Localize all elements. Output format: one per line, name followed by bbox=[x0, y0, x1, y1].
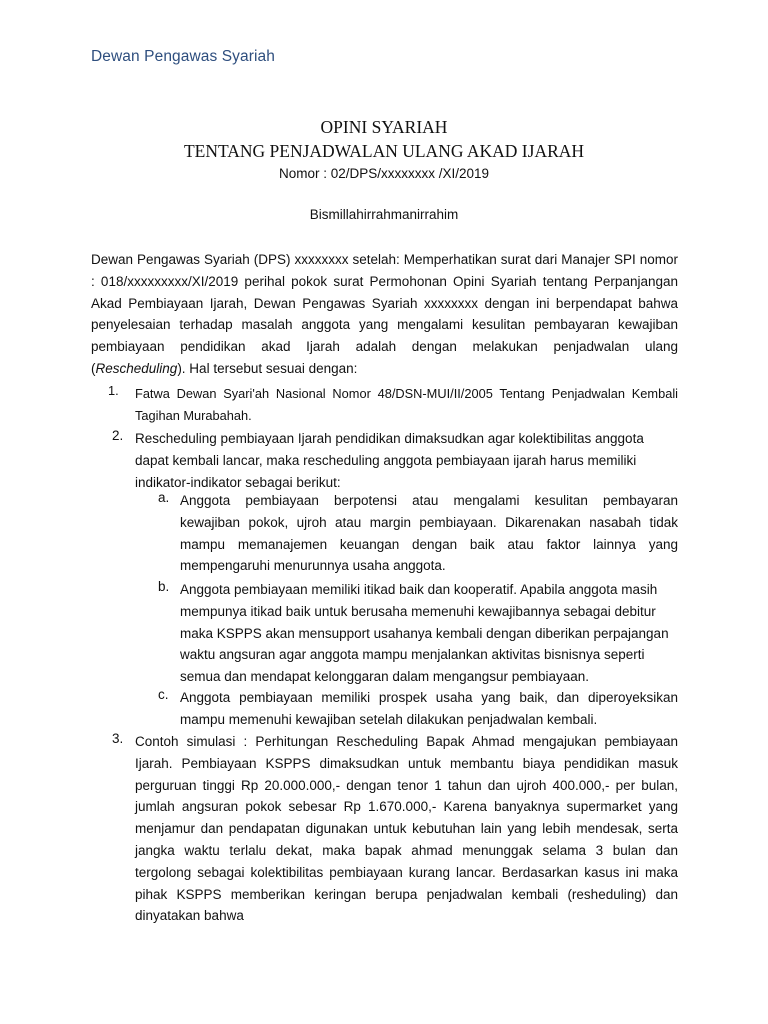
item-line: Fatwa Dewan Syari'ah Nasional Nomor 48/DSN-MUI/II/2005 Tentang Penjadwalan Kembali bbox=[135, 386, 678, 401]
list-item-fatwa bbox=[135, 383, 678, 426]
item-line: indikator-indikator sebagai berikut: bbox=[135, 474, 341, 490]
subitem-line: semua dan mendapat kelonggaran dalam mengangsur pembiayaan. bbox=[180, 669, 590, 685]
item-line: Tagihan Murabahah. bbox=[135, 407, 252, 423]
item-line: pihak KSPPS memberikan keringan berupa penjadwalan kembali (resheduling) dan bbox=[135, 886, 678, 902]
intro-paragraph bbox=[91, 249, 678, 380]
intro-line: Akad Pembiayaan Ijarah, Dewan Pengawas Syariah xxxxxxxx dengan ini berpendapat bahwa bbox=[91, 295, 678, 311]
subitem-line: mampu memanajemen keuangan dengan baik atau faktor lainnya yang bbox=[180, 536, 678, 552]
document-subtitle: TENTANG PENJADWALAN ULANG AKAD IJARAH bbox=[183, 141, 585, 161]
item-line: jumlah angsuran pokok sebesar Rp 1.670.000,- Karena banyaknya supermarket yang bbox=[135, 799, 678, 815]
intro-paren-open: ( bbox=[91, 360, 96, 376]
intro-line: pembiayaan pendidikan akad Ijarah adalah dengan melakukan penjadwalan ulang bbox=[91, 339, 678, 355]
sublist-item-b bbox=[180, 579, 678, 688]
intro-line: Dewan Pengawas Syariah (DPS) xxxxxxxx setelah: Memperhatikan surat dari Manajer SPI nomor bbox=[91, 252, 678, 267]
document-title: OPINI SYARIAH bbox=[320, 117, 448, 137]
list-number: 2. bbox=[112, 428, 124, 443]
document-number: Nomor : 02/DPS/xxxxxxxx /XI/2019 bbox=[278, 166, 490, 181]
sublist-item-a bbox=[180, 490, 678, 577]
subitem-line: Anggota pembiayaan berpotensi atau mengalami kesulitan pembayaran bbox=[180, 493, 678, 508]
item-line: dinyatakan bahwa bbox=[135, 908, 244, 924]
list-number: 1. bbox=[108, 383, 119, 398]
subitem-line: mempunya itikad baik untuk berusaha memenuhi kewajibannya sebagai debitur bbox=[180, 603, 656, 619]
list-number: 3. bbox=[112, 731, 124, 746]
item-line: Rescheduling pembiayaan Ijarah pendidikan dimaksudkan agar kolektibilitas anggota bbox=[135, 431, 644, 446]
item-line: jangka waktu terlalu dekat, maka bapak ahmad menunggak selama 3 bulan dan bbox=[135, 842, 678, 858]
list-item-simulation bbox=[135, 731, 678, 927]
item-line: perguruan tinggi Rp 20.000.000,- dengan tenor 1 tahun dan ujroh 400.000,- per bulan, bbox=[135, 777, 678, 793]
intro-last-line bbox=[91, 358, 678, 380]
item-line: Ijarah. Pembiayaan KSPPS dimaksudkan untuk membantu biaya pendidikan masuk bbox=[135, 755, 678, 771]
item-line: tergolong sebagai kolektibilitas pembiayaan kurang lancar. Berdasarkan kasus ini maka bbox=[135, 864, 678, 880]
intro-line: penyelesaian terhadap masalah anggota yang mengalami kesulitan pembayaran kewajiban bbox=[91, 317, 678, 333]
intro-line: : 018/xxxxxxxxx/XI/2019 perihal pokok surat Permohonan Opini Syariah tentang Perpanjangan bbox=[91, 273, 678, 289]
subitem-line: Anggota pembiayaan memiliki prospek usaha yang baik, dan diperoyeksikan bbox=[180, 690, 678, 705]
subitem-line: mampu memenuhi kewajiban setelah dilakukan penjadwalan kembali. bbox=[180, 711, 598, 727]
subitem-line: maka KSPPS akan mensupport usahanya kembali dengan diberikan perpajangan bbox=[180, 625, 669, 641]
intro-conclusion: ). Hal tersebut sesuai dengan: bbox=[177, 360, 358, 376]
item-line: dapat kembali lancar, maka rescheduling anggota pembiayaan ijarah harus memiliki bbox=[135, 452, 637, 468]
subitem-line: mempengaruhi menurunnya usaha anggota. bbox=[180, 558, 446, 574]
opening-greeting: Bismillahirrahmanirrahim bbox=[309, 207, 459, 222]
item-line: Contoh simulasi : Perhitungan Rescheduling Bapak Ahmad mengajukan pembiayaan bbox=[135, 734, 678, 749]
sublist-item-c bbox=[180, 687, 678, 731]
organization-header: Dewan Pengawas Syariah bbox=[91, 48, 275, 65]
list-item-rescheduling bbox=[135, 428, 678, 493]
rescheduling-term: Rescheduling bbox=[95, 360, 178, 376]
subitem-line: waktu angsuran agar anggota mampu menjalankan aktivitas bisnisnya seperti bbox=[180, 647, 645, 663]
sublist-letter: a. bbox=[158, 490, 170, 505]
item-line: menjamur dan pendapatan digunakan untuk kebutuhan lain yang lebih mendesak, serta bbox=[135, 821, 678, 837]
subitem-line: kewajiban pokok, ujroh atau margin pembiayaan. Dikarenakan nasabah tidak bbox=[180, 514, 678, 530]
subitem-line: Anggota pembiayaan memiliki itikad baik dan kooperatif. Apabila anggota masih bbox=[180, 582, 658, 597]
sublist-letter: b. bbox=[158, 579, 170, 594]
sublist-letter: c. bbox=[158, 687, 169, 702]
